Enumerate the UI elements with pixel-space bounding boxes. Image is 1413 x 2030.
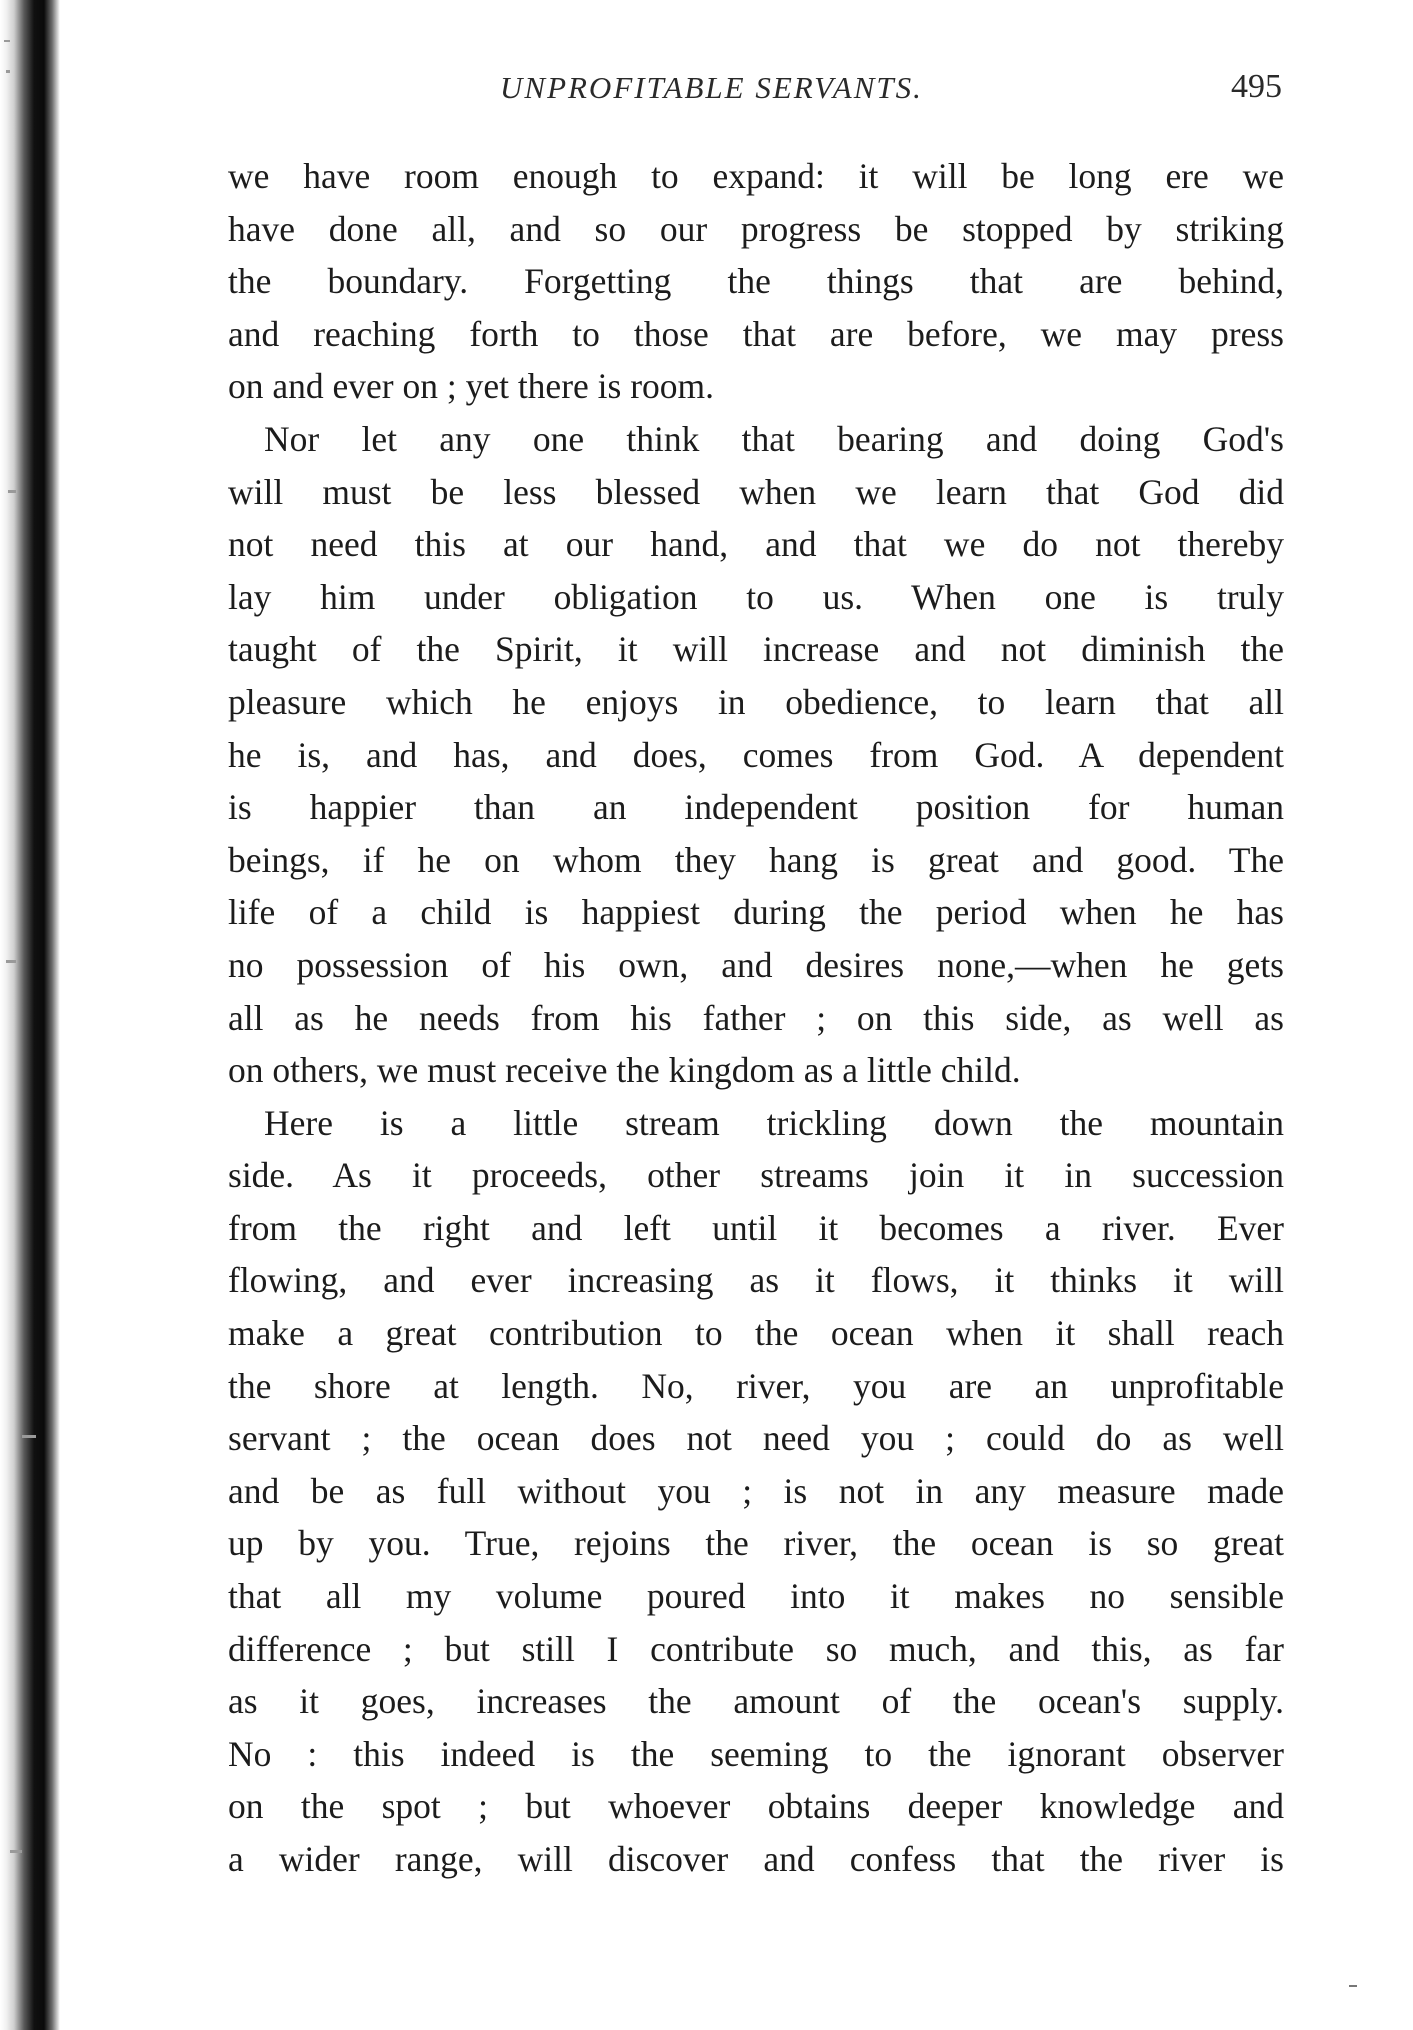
- text-line: and be as full without you ; is not in any measure made: [228, 1470, 1284, 1511]
- text-line: pleasure which he enjoys in obedience, to learn that all: [228, 681, 1284, 722]
- text-line: No : this indeed is the seeming to the ignorant observer: [228, 1733, 1284, 1774]
- text-line: life of a child is happiest during the period when he has: [228, 892, 1284, 933]
- text-line: as it goes, increases the amount of the ocean's supply.: [228, 1681, 1284, 1722]
- text-line: not need this at our hand, and that we do not thereby: [228, 524, 1284, 565]
- text-line: Here is a little stream trickling down the mountain: [264, 1102, 1284, 1143]
- text-line: and reaching forth to those that are before, we may press: [228, 313, 1284, 354]
- margin-mark: [1349, 1985, 1357, 1987]
- text-line: he is, and has, and does, comes from God. A dependent: [228, 734, 1284, 775]
- text-line: on others, we must receive the kingdom as a little child.: [228, 1050, 1021, 1091]
- text-line: lay him under obligation to us. When one is truly: [228, 576, 1284, 617]
- text-line: that all my volume poured into it makes no sensible: [228, 1576, 1284, 1617]
- text-line: up by you. True, rejoins the river, the ocean is so great: [228, 1523, 1284, 1564]
- text-line: the shore at length. No, river, you are an unprofitable: [228, 1365, 1284, 1406]
- text-line: a wider range, will discover and confess that the river is: [228, 1839, 1284, 1879]
- text-line: on the spot ; but whoever obtains deeper knowledge and: [228, 1786, 1284, 1827]
- text-line: on and ever on ; yet there is room.: [228, 366, 715, 407]
- text-line: we have room enough to expand: it will be long ere we: [228, 156, 1284, 196]
- text-line: flowing, and ever increasing as it flows, it thinks it will: [228, 1260, 1284, 1301]
- text-line: difference ; but still I contribute so much, and this, as far: [228, 1628, 1284, 1669]
- text-line: from the right and left until it becomes a river. Ever: [228, 1207, 1284, 1248]
- text-line: have done all, and so our progress be stopped by striking: [228, 208, 1284, 249]
- text-line: servant ; the ocean does not need you ; could do as well: [228, 1418, 1284, 1459]
- text-line: will must be less blessed when we learn that God did: [228, 471, 1284, 512]
- page-number: 495: [1231, 68, 1282, 105]
- text-line: side. As it proceeds, other streams join it in succession: [228, 1155, 1284, 1196]
- body-text: [228, 150, 1284, 1886]
- text-line: all as he needs from his father ; on this side, as well as: [228, 997, 1284, 1038]
- text-line: make a great contribution to the ocean when it shall reach: [228, 1313, 1284, 1354]
- running-title: UNPROFITABLE SERVANTS.: [500, 70, 923, 105]
- text-line: is happier than an independent position for human: [228, 787, 1284, 828]
- text-line: taught of the Spirit, it will increase and not diminish the: [228, 629, 1284, 670]
- paragraph: [228, 150, 1284, 413]
- running-head: [230, 70, 1282, 120]
- paragraph: [228, 1097, 1284, 1886]
- paragraph: [228, 413, 1284, 1097]
- text-line: Nor let any one think that bearing and doing God's: [264, 418, 1284, 459]
- text-line: the boundary. Forgetting the things that are behind,: [228, 261, 1284, 302]
- text-line: beings, if he on whom they hang is great and good. The: [228, 839, 1284, 880]
- text-line: no possession of his own, and desires none,—when he gets: [228, 944, 1284, 985]
